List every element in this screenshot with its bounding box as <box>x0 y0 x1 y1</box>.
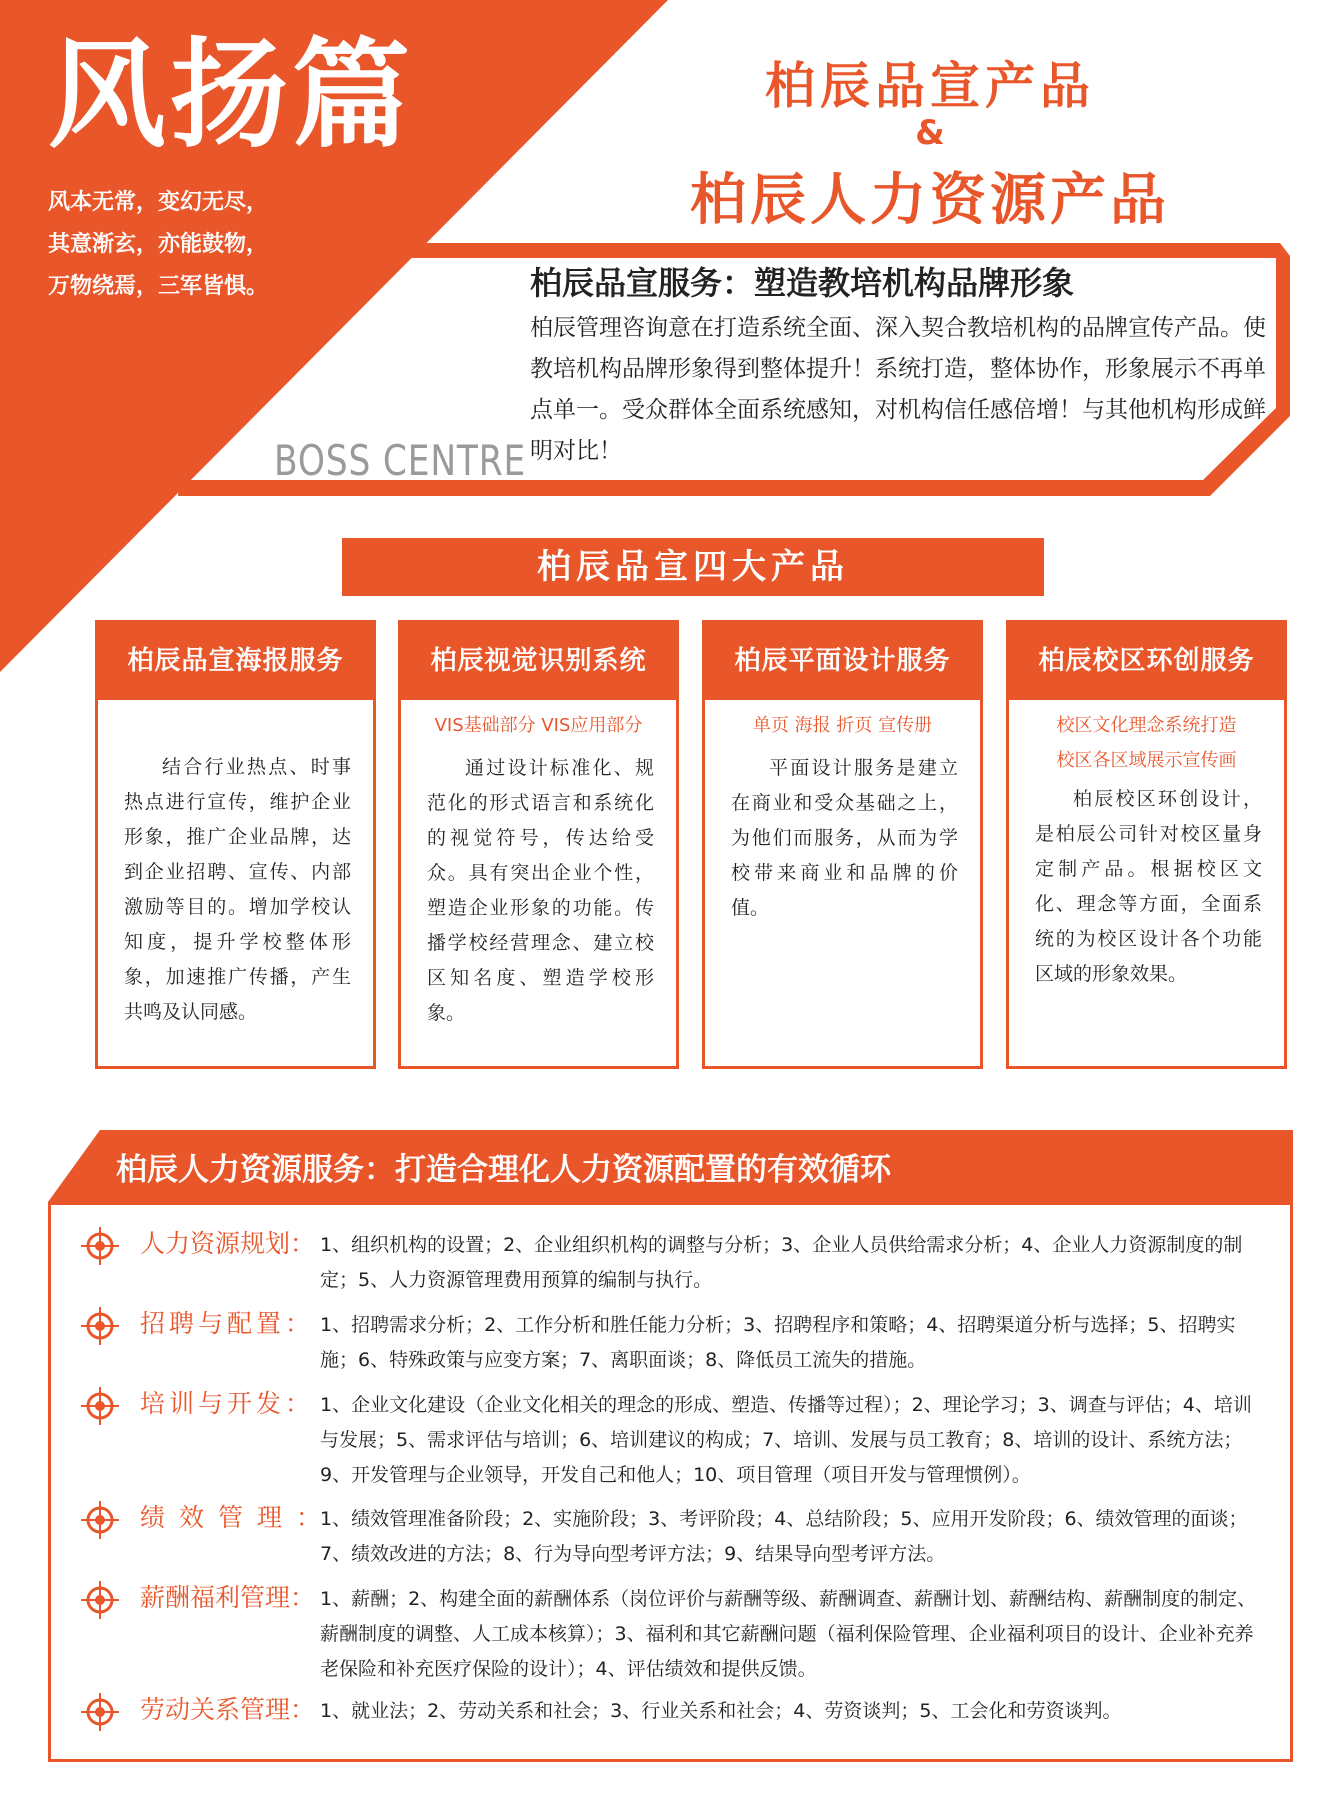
hr-row-text: 1、招聘需求分析；2、工作分析和胜任能力分析；3、招聘程序和策略；4、招聘渠道分析与选择；5、招聘实施；6、特殊政策与应变方案；7、离职面谈；8、降低员工流失的措施。 <box>320 1314 1236 1371</box>
target-icon <box>80 1386 120 1426</box>
card-subtitle: VIS基础部分 VIS应用部分 <box>434 715 643 736</box>
product-card-poster <box>95 620 376 1069</box>
card-body: 平面设计服务是建立在商业和受众基础之上，为他们而服务，从而为学校带来商业和品牌的价值。 <box>731 757 958 919</box>
poem-line: 其意渐玄，亦能鼓物， <box>48 232 269 257</box>
hr-row-label: 劳动关系管理： <box>140 1695 316 1724</box>
hr-row-label: 培训与开发： <box>140 1389 315 1418</box>
card-subtitle: 单页 海报 折页 宣传册 <box>752 715 933 736</box>
main-title-line2: 柏辰人力资源产品 <box>690 168 1170 233</box>
poem-line: 风本无常，变幻无尽， <box>48 190 269 215</box>
main-title-amp: & <box>915 113 945 153</box>
product-card-campus <box>1006 620 1287 1069</box>
target-icon <box>80 1580 120 1620</box>
hr-row-text: 1、就业法；2、劳动关系和社会；3、行业关系和社会；4、劳资谈判；5、工会化和劳资谈判。 <box>320 1700 1122 1722</box>
target-icon <box>80 1226 120 1266</box>
hr-row-label: 招聘与配置： <box>140 1309 315 1338</box>
card-title: 柏辰平面设计服务 <box>705 623 980 700</box>
card-subtitle: 校区各区域展示宣传画 <box>1056 750 1237 771</box>
card-body: 结合行业热点、时事热点进行宣传，维护企业形象，推广企业品牌，达到企业招聘、宣传、内部激励等目的。增加学校认知度，提升学校整体形象，加速推广传播，产生共鸣及认同感。 <box>124 756 351 1023</box>
card-title: 柏辰校区环创服务 <box>1009 623 1284 700</box>
hero-poem <box>48 182 268 308</box>
hr-row-label: 薪酬福利管理： <box>140 1583 316 1612</box>
hr-row-text: 1、企业文化建设（企业文化相关的理念的形成、塑造、传播等过程）；2、理论学习；3、调查与评估；4、培训与发展；5、需求评估与培训；6、培训建议的构成；7、培训、发展与员工教育；8、培训的设计、系统方法；9、开发管理与企业领导，开发自己和他人；10、项目管理（项目开发与管理惯例）。 <box>320 1394 1252 1486</box>
target-icon <box>80 1306 120 1346</box>
target-icon <box>80 1500 120 1540</box>
card-body: 通过设计标准化、规范化的形式语言和系统化的视觉符号，传达给受众。具有突出企业个性，塑造企业形象的功能。传播学校经营理念、建立校区知名度、塑造学校形象。 <box>427 757 654 1024</box>
product-card-vis <box>398 620 679 1069</box>
products-banner: 柏辰品宣四大产品 <box>342 538 1044 596</box>
product-card-graphic <box>702 620 983 1069</box>
hr-row-label: 绩效管理： <box>140 1503 336 1532</box>
card-body: 柏辰校区环创设计，是柏辰公司针对校区量身定制产品。根据校区文化、理念等方面，全面系统的为校区设计各个功能区域的形象效果。 <box>1035 788 1262 985</box>
card-title: 柏辰视觉识别系统 <box>401 623 676 700</box>
hr-row-label: 人力资源规划： <box>140 1229 316 1258</box>
card-title: 柏辰品宣海报服务 <box>98 623 373 700</box>
intro-text: 柏辰管理咨询意在打造系统全面、深入契合教培机构的品牌宣传产品。使教培机构品牌形象得到整体提升！系统打造，整体协作，形象展示不再单点单一。受众群体全面系统感知，对机构信任感倍增！与其他机构形成鲜明对比！ <box>530 315 1266 464</box>
hr-title: 柏辰人力资源服务：打造合理化人力资源配置的有效循环 <box>116 1152 891 1188</box>
hr-row-text: 1、绩效管理准备阶段；2、实施阶段；3、考评阶段；4、总结阶段；5、应用开发阶段；6、绩效管理的面谈；7、绩效改进的方法；8、行为导向型考评方法；9、结果导向型考评方法。 <box>320 1508 1248 1565</box>
intro-title: 柏辰品宣服务：塑造教培机构品牌形象 <box>530 264 1075 302</box>
watermark-text: BOSS CENTRE <box>274 436 527 485</box>
main-title-line1: 柏辰品宣产品 <box>765 57 1095 115</box>
hero-title: 风扬篇 <box>48 26 415 164</box>
target-icon <box>80 1692 120 1732</box>
hr-row-text: 1、薪酬；2、构建全面的薪酬体系（岗位评价与薪酬等级、薪酬调查、薪酬计划、薪酬结构、薪酬制度的制定、薪酬制度的调整、人工成本核算）；3、福利和其它薪酬问题（福利保险管理、企业福利项目的设计、企业补充养老保险和补充医疗保险的设计）；4、评估绩效和提供反馈。 <box>320 1588 1257 1680</box>
card-subtitle: 校区文化理念系统打造 <box>1056 715 1237 736</box>
poem-line: 万物绕焉，三军皆惧。 <box>48 274 269 299</box>
hr-row-text: 1、组织机构的设置；2、企业组织机构的调整与分析；3、企业人员供给需求分析；4、企业人力资源制度的制定；5、人力资源管理费用预算的编制与执行。 <box>320 1234 1243 1291</box>
